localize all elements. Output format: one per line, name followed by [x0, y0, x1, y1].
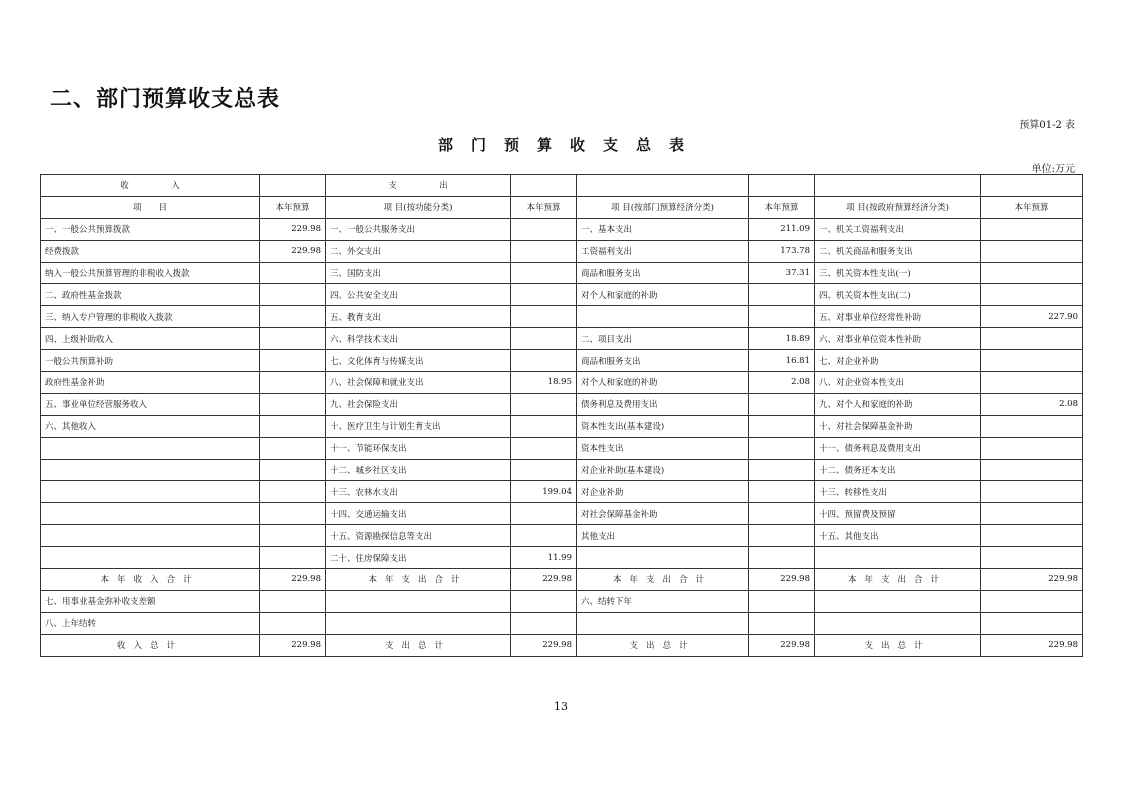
empty-cell	[260, 175, 326, 197]
func-item: 四、公共安全支出	[326, 284, 511, 306]
func-item: 十、医疗卫生与计划生育支出	[326, 415, 511, 437]
income-budget: 229.98	[260, 240, 326, 262]
func-budget	[511, 328, 577, 350]
income-budget	[260, 525, 326, 547]
column-header: 项 目(按政府预算经济分类)	[815, 196, 981, 218]
gov-budget	[981, 503, 1083, 525]
income-total-value: 229.98	[260, 569, 326, 591]
func-item: 二、外交支出	[326, 240, 511, 262]
totals-row	[41, 569, 1083, 591]
gov-grand-total-value: 229.98	[981, 634, 1083, 656]
gov-item: 十二、债务还本支出	[815, 459, 981, 481]
func-item: 六、科学技术支出	[326, 328, 511, 350]
empty-cell	[749, 590, 815, 612]
gov-budget	[981, 328, 1083, 350]
gov-budget	[981, 547, 1083, 569]
dept-budget: 173.78	[749, 240, 815, 262]
table-row	[41, 240, 1083, 262]
income-item: 四、上级补助收入	[41, 328, 260, 350]
income-budget	[260, 481, 326, 503]
income-budget	[260, 306, 326, 328]
dept-item: 债务利息及费用支出	[577, 393, 749, 415]
func-budget	[511, 415, 577, 437]
table-row	[41, 350, 1083, 372]
empty-cell	[981, 612, 1083, 634]
income-item	[41, 503, 260, 525]
gov-item: 七、对企业补助	[815, 350, 981, 372]
income-grand-total-value: 229.98	[260, 634, 326, 656]
column-header: 本年预算	[981, 196, 1083, 218]
func-item: 九、社会保险支出	[326, 393, 511, 415]
income-item	[41, 437, 260, 459]
gov-item: 二、机关商品和服务支出	[815, 240, 981, 262]
grand-total-row	[41, 634, 1083, 656]
func-budget: 18.95	[511, 372, 577, 394]
func-item: 十四、交通运输支出	[326, 503, 511, 525]
dept-item: 其他支出	[577, 525, 749, 547]
gov-item: 六、对事业单位资本性补助	[815, 328, 981, 350]
dept-budget: 37.31	[749, 262, 815, 284]
func-item: 十五、资源勘探信息等支出	[326, 525, 511, 547]
column-header: 项 目	[41, 196, 260, 218]
dept-item: 资本性支出(基本建设)	[577, 415, 749, 437]
empty-cell	[326, 612, 511, 634]
group-header-row	[41, 175, 1083, 197]
dept-item: 商品和服务支出	[577, 350, 749, 372]
dept-item: 资本性支出	[577, 437, 749, 459]
gov-total-value: 229.98	[981, 569, 1083, 591]
func-budget	[511, 503, 577, 525]
column-header: 本年预算	[749, 196, 815, 218]
income-budget	[260, 415, 326, 437]
empty-cell	[577, 175, 749, 197]
dept-budget: 16.81	[749, 350, 815, 372]
gov-budget	[981, 284, 1083, 306]
func-budget	[511, 240, 577, 262]
gov-budget	[981, 481, 1083, 503]
gov-item: 一、机关工资福利支出	[815, 218, 981, 240]
empty-cell	[749, 612, 815, 634]
dept-grand-total-label: 支出总计	[577, 634, 749, 656]
table-row	[41, 525, 1083, 547]
income-item: 一般公共预算补助	[41, 350, 260, 372]
income-item: 纳入一般公共预算管理的非税收入拨款	[41, 262, 260, 284]
func-budget	[511, 262, 577, 284]
gov-item: 十、对社会保障基金补助	[815, 415, 981, 437]
func-budget	[511, 437, 577, 459]
income-group-header: 收 入	[41, 175, 260, 197]
table-row	[41, 262, 1083, 284]
func-item: 十一、节能环保支出	[326, 437, 511, 459]
gov-item: 十五、其他支出	[815, 525, 981, 547]
gov-budget	[981, 437, 1083, 459]
income-item	[41, 481, 260, 503]
gov-budget	[981, 459, 1083, 481]
table-row	[41, 306, 1083, 328]
table-row	[41, 328, 1083, 350]
gov-item: 十四、预留费及预留	[815, 503, 981, 525]
dept-item: 对社会保障基金补助	[577, 503, 749, 525]
income-item: 八、上年结转	[41, 612, 260, 634]
income-budget	[260, 547, 326, 569]
func-budget	[511, 284, 577, 306]
income-budget	[260, 393, 326, 415]
table-row	[41, 481, 1083, 503]
dept-item	[577, 612, 749, 634]
income-budget	[260, 328, 326, 350]
func-item: 一、一般公共服务支出	[326, 218, 511, 240]
table-row	[41, 547, 1083, 569]
func-item: 五、教育支出	[326, 306, 511, 328]
gov-budget	[981, 240, 1083, 262]
expense-group-header: 支 出	[326, 175, 511, 197]
empty-cell	[981, 590, 1083, 612]
func-item: 二十、住房保障支出	[326, 547, 511, 569]
income-item: 三、纳入专户管理的非税收入拨款	[41, 306, 260, 328]
income-item: 政府性基金补助	[41, 372, 260, 394]
gov-grand-total-label: 支出总计	[815, 634, 981, 656]
table-row	[41, 503, 1083, 525]
func-budget	[511, 350, 577, 372]
income-item: 经费拨款	[41, 240, 260, 262]
income-budget	[260, 350, 326, 372]
dept-budget	[749, 547, 815, 569]
func-item: 十三、农林水支出	[326, 481, 511, 503]
table-row	[41, 590, 1083, 612]
table-code: 预算01-2 表	[1019, 120, 1075, 131]
table-row	[41, 393, 1083, 415]
func-total-value: 229.98	[511, 569, 577, 591]
income-item	[41, 547, 260, 569]
column-header: 项 目(按功能分类)	[326, 196, 511, 218]
dept-item: 二、项目支出	[577, 328, 749, 350]
income-item	[41, 525, 260, 547]
dept-item: 六、结转下年	[577, 590, 749, 612]
income-item: 五、事业单位经营服务收入	[41, 393, 260, 415]
dept-budget	[749, 459, 815, 481]
income-total-label: 本年收入合计	[41, 569, 260, 591]
table-row	[41, 415, 1083, 437]
income-budget	[260, 262, 326, 284]
gov-budget	[981, 350, 1083, 372]
table-title: 部门预算收支总表	[437, 136, 702, 154]
unit-label: 单位:万元	[1031, 164, 1075, 175]
income-budget	[260, 284, 326, 306]
dept-budget	[749, 306, 815, 328]
empty-cell	[511, 590, 577, 612]
func-item: 八、社会保障和就业支出	[326, 372, 511, 394]
table-row	[41, 612, 1083, 634]
func-budget	[511, 459, 577, 481]
dept-total-value: 229.98	[749, 569, 815, 591]
dept-budget	[749, 437, 815, 459]
budget-summary-table	[40, 174, 1083, 657]
func-item: 三、国防支出	[326, 262, 511, 284]
column-header: 本年预算	[511, 196, 577, 218]
gov-budget	[981, 372, 1083, 394]
column-header: 本年预算	[260, 196, 326, 218]
dept-budget	[749, 415, 815, 437]
income-item	[41, 459, 260, 481]
gov-budget: 227.90	[981, 306, 1083, 328]
income-grand-total-label: 收入总计	[41, 634, 260, 656]
dept-grand-total-value: 229.98	[749, 634, 815, 656]
func-grand-total-value: 229.98	[511, 634, 577, 656]
dept-item	[577, 306, 749, 328]
func-budget: 11.99	[511, 547, 577, 569]
income-budget	[260, 459, 326, 481]
dept-budget	[749, 525, 815, 547]
gov-item: 十三、转移性支出	[815, 481, 981, 503]
empty-cell	[815, 612, 981, 634]
table-row	[41, 372, 1083, 394]
income-budget	[260, 503, 326, 525]
gov-budget: 2.08	[981, 393, 1083, 415]
dept-total-label: 本年支出合计	[577, 569, 749, 591]
func-item: 十二、城乡社区支出	[326, 459, 511, 481]
table-row	[41, 437, 1083, 459]
dept-item: 一、基本支出	[577, 218, 749, 240]
gov-item: 十一、债务利息及费用支出	[815, 437, 981, 459]
dept-budget: 18.89	[749, 328, 815, 350]
empty-cell	[260, 590, 326, 612]
empty-cell	[511, 612, 577, 634]
empty-cell	[749, 175, 815, 197]
func-budget: 199.04	[511, 481, 577, 503]
func-budget	[511, 306, 577, 328]
dept-item: 对个人和家庭的补助	[577, 372, 749, 394]
gov-item	[815, 547, 981, 569]
income-item: 一、一般公共预算拨款	[41, 218, 260, 240]
gov-item: 八、对企业资本性支出	[815, 372, 981, 394]
table-row	[41, 459, 1083, 481]
gov-budget	[981, 525, 1083, 547]
empty-cell	[326, 590, 511, 612]
income-item: 七、用事业基金弥补收支差额	[41, 590, 260, 612]
column-header-row	[41, 196, 1083, 218]
table-row	[41, 218, 1083, 240]
empty-cell	[981, 175, 1083, 197]
gov-item: 四、机关资本性支出(二)	[815, 284, 981, 306]
empty-cell	[511, 175, 577, 197]
dept-budget: 211.09	[749, 218, 815, 240]
func-item: 七、文化体育与传媒支出	[326, 350, 511, 372]
empty-cell	[815, 175, 981, 197]
empty-cell	[815, 590, 981, 612]
dept-item	[577, 547, 749, 569]
func-budget	[511, 218, 577, 240]
dept-item: 工资福利支出	[577, 240, 749, 262]
empty-cell	[260, 612, 326, 634]
gov-item: 三、机关资本性支出(一)	[815, 262, 981, 284]
dept-item: 商品和服务支出	[577, 262, 749, 284]
func-total-label: 本年支出合计	[326, 569, 511, 591]
dept-budget	[749, 503, 815, 525]
dept-budget: 2.08	[749, 372, 815, 394]
income-budget	[260, 437, 326, 459]
dept-budget	[749, 481, 815, 503]
dept-item: 对个人和家庭的补助	[577, 284, 749, 306]
dept-budget	[749, 393, 815, 415]
func-budget	[511, 525, 577, 547]
page-number: 13	[554, 700, 568, 713]
income-item: 六、其他收入	[41, 415, 260, 437]
func-grand-total-label: 支出总计	[326, 634, 511, 656]
income-item: 二、政府性基金拨款	[41, 284, 260, 306]
dept-budget	[749, 284, 815, 306]
section-title: 二、部门预算收支总表	[50, 87, 281, 112]
gov-budget	[981, 218, 1083, 240]
dept-item: 对企业补助(基本建设)	[577, 459, 749, 481]
income-budget: 229.98	[260, 218, 326, 240]
gov-item: 九、对个人和家庭的补助	[815, 393, 981, 415]
gov-item: 五、对事业单位经常性补助	[815, 306, 981, 328]
table-row	[41, 284, 1083, 306]
gov-budget	[981, 415, 1083, 437]
column-header: 项 目(按部门预算经济分类)	[577, 196, 749, 218]
income-budget	[260, 372, 326, 394]
dept-item: 对企业补助	[577, 481, 749, 503]
gov-budget	[981, 262, 1083, 284]
gov-total-label: 本年支出合计	[815, 569, 981, 591]
func-budget	[511, 393, 577, 415]
